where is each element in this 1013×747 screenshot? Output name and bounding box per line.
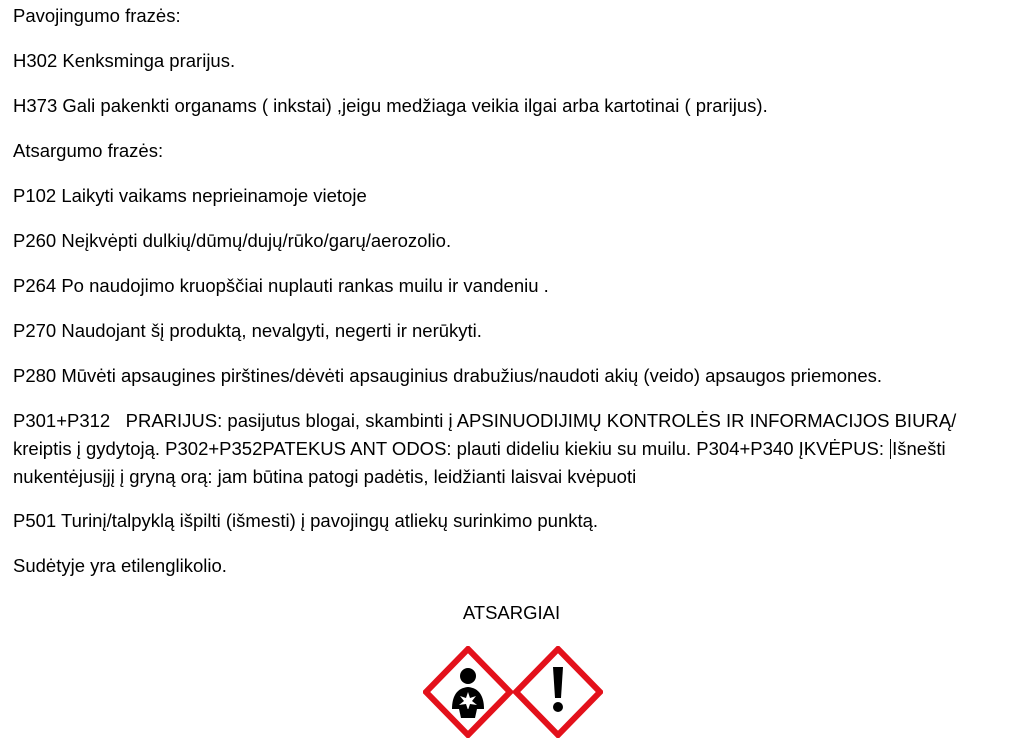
hazard-statement-h373: H373 Gali pakenkti organams ( inkstai) ,jeigu medžiaga veikia ilgai arba kartotinai ( prarijus). [13,95,768,116]
precaution-statement-p270: P270 Naudojant šį produktą, nevalgyti, negerti ir nerūkyti. [13,320,482,341]
precaution-statement-p102: P102 Laikyti vaikams neprieinamoje vietoje [13,185,367,206]
document-body [13,4,1003,599]
p301-text-before-caret: P301+P312 PRARIJUS: pasijutus blogai, skambinti į APSINUODIJIMŲ KONTROLĖS IR INFORMACIJOS BIURĄ/ kreiptis į gydytoją. P302+P352PATEKUS ANT ODOS: plauti dideliu kiekiu su muilu. P304+P340 ĮKVĖPUS: [13,410,962,459]
precaution-statement-p264: P264 Po naudojimo kruopščiai nuplauti rankas muilu ir vandeniu . [13,275,549,296]
composition-statement: Sudėtyje yra etilenglikolio. [13,555,227,576]
precaution-statement-p260: P260 Neįkvėpti dulkių/dūmų/dujų/rūko/garų/aerozolio. [13,230,452,251]
p301-text-after-caret: Išnešti nukentėjusįjį į gryną orą: jam būtina patogi padėtis, leidžianti laisvai kvėpuoti [13,438,951,487]
precaution-statement-p301-block[interactable] [13,407,1003,491]
text-cursor [890,439,891,459]
precaution-statement-p280: P280 Mūvėti apsaugines pirštines/dėvėti apsauginius drabužius/naudoti akių (veido) apsaugos priemones. [13,365,883,386]
ghs08-health-hazard-icon [423,646,513,738]
hazard-heading: Pavojingumo frazės: [13,5,181,26]
hazard-statement-h302: H302 Kenksminga prarijus. [13,50,236,71]
ghs-pictograms [423,646,603,738]
precaution-statement-p501: P501 Turinį/talpyklą išpilti (išmesti) į pavojingų atliekų surinkimo punktą. [13,510,599,531]
ghs07-exclamation-mark-icon [513,646,603,738]
precaution-heading: Atsargumo frazės: [13,140,164,161]
signal-word: ATSARGIAI [462,602,561,623]
